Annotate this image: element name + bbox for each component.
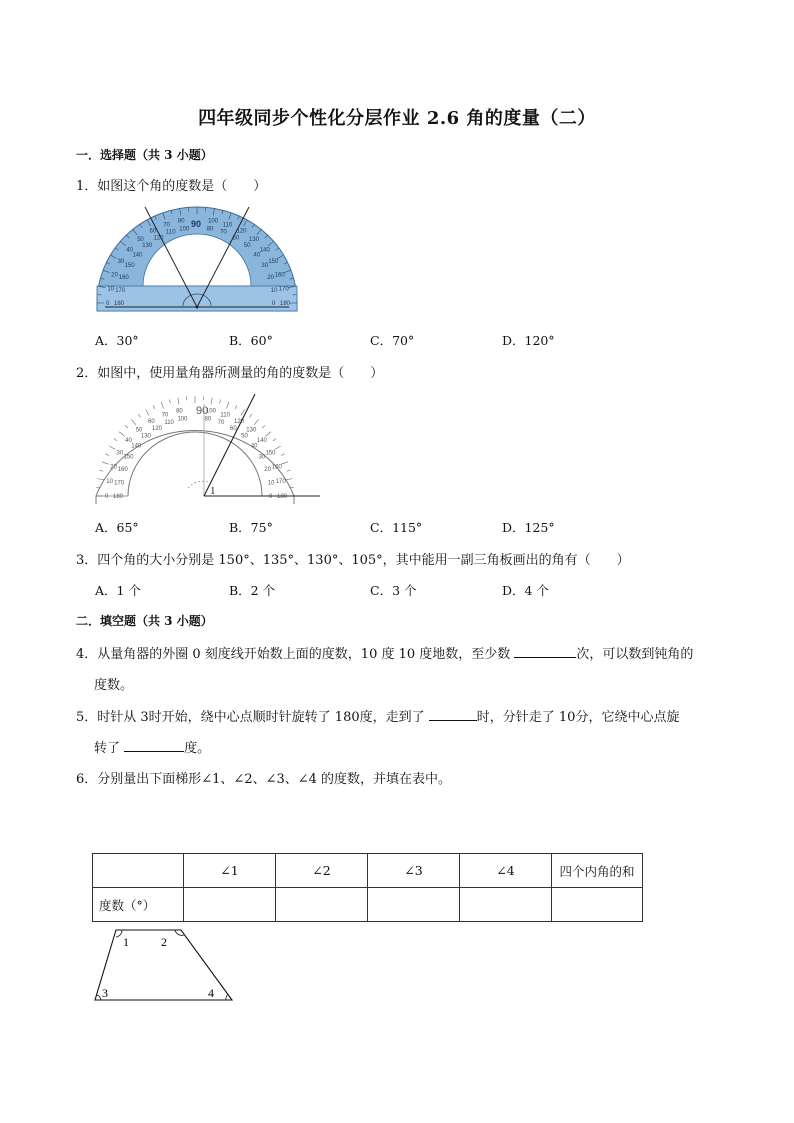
question-4-line1 [76,643,693,662]
scale-number: 180 [280,301,291,307]
scale-number: 50 [137,237,144,244]
scale-tick [114,439,117,441]
scale-number: 100 [177,416,188,423]
scale-number: 110 [164,419,174,426]
scale-number: 100 [179,226,190,233]
scale-number: 20 [111,272,118,279]
scale-tick [161,402,163,409]
scale-number: 100 [205,408,216,415]
scale-number: 80 [204,416,212,423]
protractor-figure-1 [95,203,300,316]
scale-tick [286,479,293,480]
q1-option-b[interactable]: B．60° [229,333,273,348]
scale-number: 10 [106,478,113,485]
scale-number: 120 [152,425,163,432]
scale-number: 140 [132,252,143,259]
scale-number: 80 [177,218,185,225]
scale-number: 100 [208,218,219,225]
scale-number: 40 [253,252,261,259]
scale-number: 110 [165,229,176,236]
scale-number: 120 [236,228,247,235]
scale-number: 160 [118,275,129,282]
scale-number: 180 [114,301,125,307]
table-header-cell: 四个内角的和 [552,854,643,888]
q5-line2-before: 转了 [94,741,125,756]
table-header-cell: ∠4 [460,854,552,888]
scale-number: 50 [241,433,248,440]
scale-tick [125,425,128,428]
trapezoid-figure [92,927,237,1003]
scale-tick [109,446,115,450]
scale-tick [281,454,285,456]
question-4-line2: 度数。 [94,678,134,693]
page-title: 四年级同步个性化分层作业 2.6 角的度量（二） [198,108,596,129]
scale-number: 170 [114,480,125,487]
q4-text-after: 次，可以数到钝角的 [576,647,694,662]
scale-tick [153,405,155,409]
scale-tick [281,462,288,464]
question-5-line2 [94,737,210,756]
scale-number: 20 [267,275,274,282]
angle-label-1: 1 [123,935,129,949]
q4-text-before: 4．从量角器的外圈 0 刻度线开始数上面的度数，10 度 10 度地数，至少数 [76,647,515,662]
table-answer-cell[interactable] [460,888,552,922]
scale-number: 160 [274,272,285,279]
scale-number: 10 [107,286,115,293]
q3-option-d[interactable]: D．4 个 [502,583,549,598]
scale-number: 30 [117,259,125,266]
scale-tick [275,446,281,450]
scale-number: 130 [142,242,153,249]
scale-number: 120 [234,418,245,425]
scale-tick [211,398,212,405]
scale-number: 130 [246,427,257,434]
scale-number: 150 [123,454,134,461]
scale-tick [287,470,291,471]
scale-number: 0 [272,301,276,307]
scale-number: 50 [243,242,251,249]
angle-label-3: 3 [102,986,108,1000]
scale-number: 150 [268,259,279,266]
angle-label-2: 2 [161,935,167,949]
q4-answer-blank[interactable] [514,643,576,658]
scale-number: 40 [126,247,134,254]
scale-tick [131,419,135,424]
q5-text-after: 时，分针走了 10分，它绕中心点旋 [476,710,680,725]
scale-tick [262,425,265,428]
scale-number: 160 [271,464,282,471]
section-heading-fill: 二．填空题（共 3 小题） [76,614,213,628]
scale-number: 130 [248,237,259,244]
q5-answer-blank-1[interactable] [429,706,477,721]
scale-number: 120 [153,235,164,242]
scale-number: 180 [277,494,288,500]
scale-number: 110 [222,222,233,229]
table-header-cell [93,854,184,888]
scale-number: 130 [140,433,151,440]
scale-tick [138,414,140,417]
scale-number: 110 [220,412,230,419]
scale-tick [178,398,179,405]
table-row [93,888,643,922]
scale-number: 30 [258,454,266,461]
table-answer-cell[interactable] [184,888,276,922]
q5-answer-blank-2[interactable] [124,737,184,752]
scale-tick [273,439,276,441]
q2-option-d[interactable]: D．125° [502,520,555,535]
scale-tick [235,405,237,409]
scale-number: 40 [125,438,132,445]
scale-number: 170 [115,287,126,294]
scale-number: 10 [267,480,275,487]
question-3-text: 3．四个角的大小分别是 150°、135°、130°、105°，其中能用一副三角板画出的角有（ ） [76,553,630,568]
scale-tick [254,419,258,424]
scale-number: 140 [256,438,267,445]
q3-option-a[interactable]: A．1 个 [95,583,141,598]
scale-tick [249,414,251,417]
scale-tick [241,409,245,415]
scale-number: 140 [131,443,142,450]
question-2-text: 2．如图中，使用量角器所测量的角的度数是（ ） [76,366,384,381]
scale-number: 60 [148,418,155,425]
question-1-text: 1．如图这个角的度数是（ ） [76,179,267,194]
q5-text-before: 5．时针从 3时开始，绕中心点顺时针旋转了 180度，走到了 [76,710,429,725]
scale-tick [99,470,103,471]
scale-number: 180 [113,494,124,500]
scale-number: 60 [230,425,237,432]
q5-line2-after: 度。 [184,741,211,756]
scale-number: 60 [149,228,157,235]
protractor2-90-label: 90 [196,405,209,417]
angle-label-4: 4 [208,986,214,1000]
q2-option-b[interactable]: B．75° [229,520,273,535]
scale-number: 0 [269,494,273,500]
q2-option-c[interactable]: C．115° [370,520,423,535]
scale-number: 70 [217,419,225,426]
scale-number: 30 [116,450,124,457]
scale-tick [102,462,109,464]
scale-number: 170 [275,478,286,485]
scale-number: 20 [110,464,117,471]
table-header-cell: ∠2 [276,854,368,888]
scale-tick [119,432,124,436]
scale-number: 10 [270,287,278,294]
table-header-cell: ∠1 [184,854,276,888]
table-answer-cell[interactable] [368,888,460,922]
protractor-90-label: 90 [191,219,202,229]
scale-number: 70 [163,222,170,229]
table-answer-cell[interactable] [552,888,643,922]
scale-number: 150 [124,263,135,270]
svg-text:1: 1 [210,485,216,497]
scale-tick [265,432,270,436]
scale-number: 20 [264,467,271,474]
question-5-line1 [76,706,679,725]
scale-number: 0 [106,301,110,307]
scale-tick [220,399,221,403]
scale-number: 0 [105,494,109,500]
scale-number: 160 [117,467,128,474]
scale-tick [169,399,170,403]
scale-number: 30 [261,263,269,270]
scale-number: 60 [232,235,240,242]
q3-option-c[interactable]: C．3 个 [370,583,417,598]
q3-option-b[interactable]: B．2 个 [229,583,276,598]
scale-number: 70 [161,412,169,419]
angle-table [92,853,643,922]
question-6-text: 6．分别量出下面梯形∠1、∠2、∠3、∠4 的度数，并填在表中。 [76,772,452,787]
scale-tick [146,409,150,415]
table-header-row [93,854,643,888]
q1-option-c[interactable]: C．70° [370,333,415,348]
scale-number: 70 [220,229,227,236]
scale-number: 80 [176,408,183,415]
scale-number: 150 [265,450,276,457]
scale-number: 140 [259,247,270,254]
table-header-cell: ∠3 [368,854,460,888]
q1-option-a[interactable]: A．30° [95,333,139,348]
table-row-label: 度数（°） [93,888,184,922]
scale-number: 50 [135,427,143,434]
scale-number: 40 [250,443,258,450]
scale-tick [98,479,105,480]
protractor-figure-2 [92,388,324,506]
section-heading-choice: 一．选择题（共 3 小题） [76,148,213,162]
scale-number: 170 [278,286,289,293]
scale-number: 80 [206,226,214,233]
table-answer-cell[interactable] [276,888,368,922]
scale-tick [105,454,109,456]
q1-option-d[interactable]: D．120° [502,333,555,348]
q2-option-a[interactable]: A．65° [95,520,139,535]
scale-tick [226,402,228,409]
